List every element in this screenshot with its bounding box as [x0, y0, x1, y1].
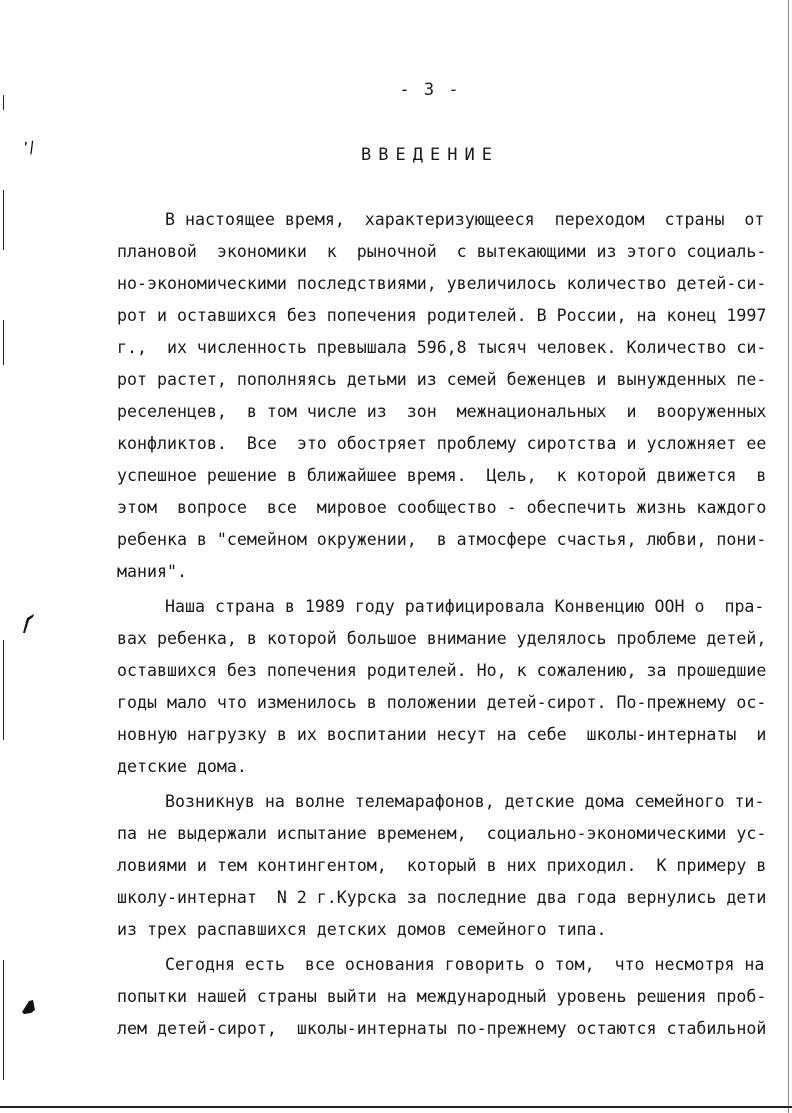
text-line: конфликтов. Все это обостряет проблему сиротства и усложняет ее	[117, 434, 767, 453]
scan-edge-left	[3, 95, 4, 110]
page-number: - 3 -	[399, 80, 461, 100]
text-line: оставшихся без попечения родителей. Но, к сожалению, за прошедшие	[117, 661, 767, 680]
text-line: г., их численность превышала 596,8 тысяч человек. Количество си-	[117, 338, 767, 357]
text-line: вах ребенка, в которой большое внимание уделялось проблеме детей,	[117, 629, 767, 648]
scan-edge-left	[3, 190, 4, 250]
text-line: ловиями и тем контингентом, который в них приходил. К примеру в	[117, 856, 767, 875]
text-line: Сегодня есть все основания говорить о том, что несмотря на	[165, 955, 765, 974]
margin-ink-blot	[20, 998, 38, 1016]
text-line: новную нагрузку в их воспитании несут на себе школы-интернаты и	[117, 725, 767, 744]
text-line: успешное решение в ближайшее время. Цель, к которой движется в	[117, 466, 767, 485]
text-line: этом вопросе все мировое сообщество - обеспечить жизнь каждого	[117, 498, 767, 517]
scan-edge-bottom	[0, 1106, 792, 1108]
text-line: Наша страна в 1989 году ратифицировала Конвенцию ООН о пра-	[165, 597, 765, 616]
text-line: реселенцев, в том числе из зон межнациональных и вооруженных	[117, 402, 767, 421]
text-line: годы мало что изменилось в положении детей-сирот. По-прежнему ос-	[117, 693, 767, 712]
document-body	[117, 204, 767, 1045]
text-line: рот растет, пополняясь детьми из семей беженцев и вынужденных пе-	[117, 370, 767, 389]
scan-edge-left	[3, 320, 4, 365]
text-line: па не выдержали испытание временем, социально-экономическими ус-	[117, 824, 767, 843]
text-line: но-экономическими последствиями, увеличилось количество детей-си-	[117, 274, 767, 293]
section-heading: ВВЕДЕНИЕ	[361, 145, 499, 165]
margin-mark: ’/	[22, 137, 37, 158]
text-line: Возникнув на волне телемарафонов, детские дома семейного ти-	[165, 792, 765, 811]
text-line: плановой экономики к рыночной с вытекающими из этого социаль-	[117, 242, 767, 261]
text-line: лем детей-сирот, школы-интернаты по-прежнему остаются стабильной	[117, 1019, 767, 1038]
text-line: из трех распавшихся детских домов семейного типа.	[117, 920, 607, 939]
scan-edge-left	[3, 640, 4, 740]
text-line: детские дома.	[117, 757, 247, 776]
text-line: мания".	[117, 562, 187, 581]
scan-edge-right	[788, 0, 789, 1113]
scan-edge-left	[3, 960, 4, 1080]
text-line: В настоящее время, характеризующееся переходом страны от	[165, 210, 765, 229]
text-line: ребенка в "семейном окружении, в атмосфере счастья, любви, пони-	[117, 530, 767, 549]
text-line: школу-интернат N 2 г.Курска за последние два года вернулись дети	[117, 888, 767, 907]
text-line: попытки нашей страны выйти на международный уровень решения проб-	[117, 987, 767, 1006]
margin-ink-blot	[20, 612, 36, 634]
text-line: рот и оставшихся без попечения родителей. В России, на конец 1997	[117, 306, 767, 325]
